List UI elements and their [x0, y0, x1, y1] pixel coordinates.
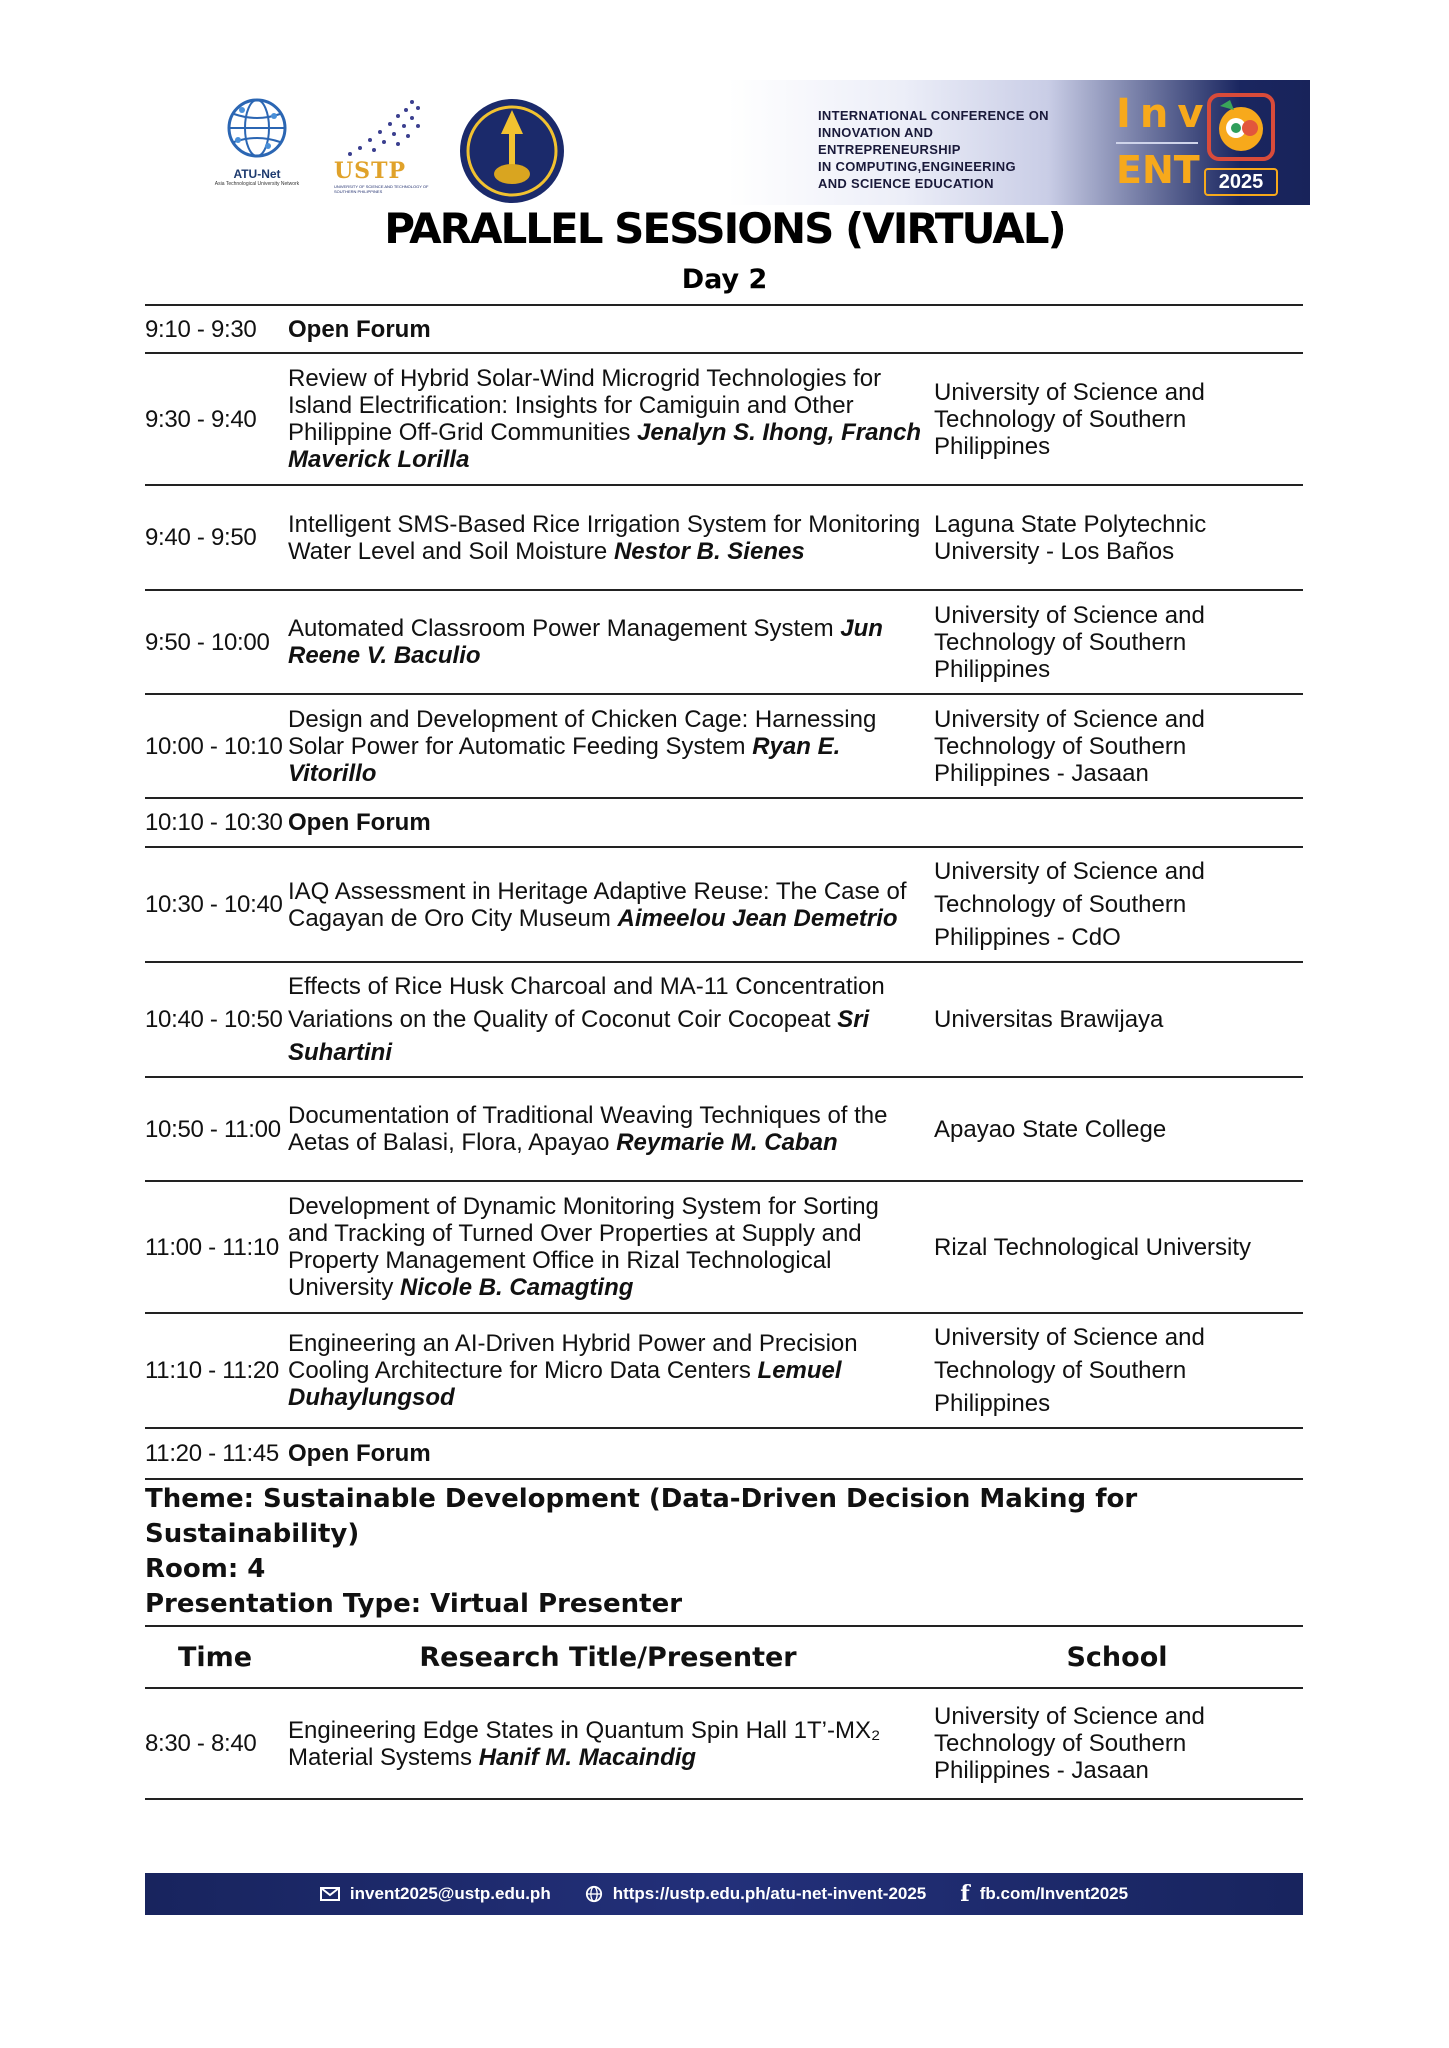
school-name: University of Science and Technology of Southern Philippines - Jasaan — [934, 1703, 1205, 1784]
page-title: PARALLEL SESSIONS (VIRTUAL) — [384, 204, 1065, 253]
atu-net-name: ATU-Net — [233, 167, 281, 181]
session-row — [145, 1182, 1303, 1314]
presenter-name: Nestor B. Sienes — [613, 537, 805, 565]
header-time: Time — [177, 1641, 253, 1673]
paper-title: Documentation of Traditional Weaving Techniques of the Aetas of Balasi, Flora, Apayao — [288, 1102, 888, 1156]
presenter-name: Nicole B. Camagting — [400, 1274, 634, 1301]
session-title — [285, 365, 931, 473]
paper-title: IAQ Assessment in Heritage Adaptive Reuse: The Case of Cagayan de Oro City Museum — [288, 877, 907, 932]
atu-net-logo — [212, 96, 302, 206]
partner-logos — [212, 96, 572, 206]
page-subtitle: Day 2 — [681, 264, 768, 295]
session-title — [285, 615, 931, 669]
session-row — [145, 1689, 1303, 1800]
paper-title: Review of Hybrid Solar-Wind Microgrid Technologies for Island Electrification: Insights for Camiguin and Other Philippine Off-Grid Communities — [288, 365, 882, 446]
banner-line: INNOVATION AND ENTREPRENEURSHIP — [818, 125, 961, 157]
presenter-name: Reymarie M. Caban — [616, 1129, 838, 1156]
session-time: 9:10 - 9:30 — [145, 315, 257, 343]
facebook-icon: f — [960, 1881, 970, 1907]
paper-title: Automated Classroom Power Management System — [288, 615, 834, 642]
banner-line: AND SCIENCE EDUCATION — [818, 176, 994, 191]
session-time: 10:10 - 10:30 — [145, 809, 283, 836]
paper-title: Engineering an AI-Driven Hybrid Power and Precision Cooling Architecture for Micro Data Centers — [288, 1330, 858, 1384]
session-schedule — [145, 304, 1303, 1480]
session-title — [285, 970, 931, 1069]
session-row — [145, 1078, 1303, 1182]
ustp-subtitle: UNIVERSITY OF SCIENCE AND TECHNOLOGY OF SOUTHERN PHILIPPINES — [334, 184, 429, 194]
session-row — [145, 848, 1303, 963]
school-name: Universitas Brawijaya — [934, 1006, 1164, 1033]
session-title — [285, 1717, 931, 1771]
contact-footer — [145, 1873, 1303, 1915]
presenter-name: Lemuel Duhaylungsod — [288, 1357, 842, 1411]
school-name: University of Science and Technology of Southern Philippines — [934, 601, 1205, 683]
presenter-name: Ryan E. Vitorillo — [288, 732, 841, 787]
session-title — [285, 511, 931, 565]
session-time: 9:30 - 9:40 — [145, 405, 257, 433]
footer-email[interactable] — [320, 1884, 551, 1904]
website-link[interactable]: https://ustp.edu.ph/atu-net-invent-2025 — [612, 1884, 927, 1903]
brand-inv: Inv — [1116, 91, 1213, 137]
session-time: 8:30 - 8:40 — [145, 1730, 257, 1757]
banner-line: INTERNATIONAL CONFERENCE ON — [818, 108, 1049, 123]
ustp-logo — [334, 96, 430, 206]
presenter-name: Jun Reene V. Baculio — [288, 615, 883, 669]
theme-heading: Theme: Sustainable Development (Data-Driven Decision Making for Sustainability) — [145, 1484, 1138, 1549]
brand-year: 2025 — [1204, 168, 1278, 196]
session-time: 9:40 - 9:50 — [145, 524, 257, 551]
session-row — [145, 486, 1303, 591]
invent-emblem-icon — [1206, 92, 1276, 162]
session-time: 9:50 - 10:00 — [145, 628, 270, 656]
header-school: School — [1066, 1641, 1168, 1673]
session-time: 10:50 - 11:00 — [145, 1115, 281, 1143]
school-name: University of Science and Technology of Southern Philippines — [934, 378, 1205, 460]
conference-banner — [728, 80, 1310, 205]
session-title — [285, 1330, 931, 1411]
paper-title: Intelligent SMS-Based Rice Irrigation System for Monitoring Water Level and Soil Moisture — [288, 510, 921, 565]
atu-globe-icon — [222, 96, 292, 160]
universitas-brawijaya-logo — [457, 96, 567, 206]
paper-title: Effects of Rice Husk Charcoal and MA-11 Concentration Variations on the Quality of Coconut Coir Cocopeat — [288, 973, 885, 1033]
globe-icon — [585, 1885, 603, 1903]
open-forum-row — [145, 1429, 1303, 1480]
session-time: 10:00 - 10:10 — [145, 732, 283, 760]
theme-block — [145, 1482, 1303, 1622]
session-row — [145, 354, 1303, 486]
session-time: 10:30 - 10:40 — [145, 891, 283, 918]
ustp-dots-icon — [334, 96, 430, 158]
open-forum-label: Open Forum — [288, 315, 431, 343]
room-4-schedule — [145, 1625, 1303, 1800]
header-research-title: Research Title/Presenter — [419, 1641, 797, 1673]
school-name: Apayao State College — [934, 1115, 1167, 1143]
conference-name — [818, 107, 1058, 192]
session-row — [145, 1314, 1303, 1429]
paper-title: Design and Development of Chicken Cage: Harnessing Solar Power for Automatic Feeding System — [288, 705, 877, 760]
session-time: 10:40 - 10:50 — [145, 1006, 283, 1033]
open-forum-label: Open Forum — [288, 1440, 431, 1467]
open-forum-row — [145, 306, 1303, 354]
session-title — [285, 878, 931, 932]
presenter-name: Jenalyn S. Ihong, Franch Maverick Lorilla — [288, 419, 922, 473]
footer-facebook[interactable] — [960, 1883, 1128, 1905]
footer-website[interactable] — [585, 1884, 927, 1904]
school-name: Rizal Technological University — [934, 1233, 1252, 1261]
session-time: 11:00 - 11:10 — [145, 1233, 279, 1261]
paper-title: Development of Dynamic Monitoring System for Sorting and Tracking of Turned Over Properties at Supply and Property Management Office in Rizal Technological University — [288, 1193, 879, 1301]
presenter-name: Sri Suhartini — [288, 1006, 870, 1066]
room-label: Room: 4 — [145, 1554, 266, 1584]
school-name: University of Science and Technology of Southern Philippines - Jasaan — [934, 705, 1205, 787]
atu-net-subtitle: Asia Technological University Network — [214, 181, 300, 187]
school-name: University of Science and Technology of Southern Philippines — [934, 1324, 1205, 1417]
school-name: University of Science and Technology of Southern Philippines - CdO — [934, 858, 1205, 951]
presenter-name: Aimeelou Jean Demetrio — [617, 904, 898, 932]
session-title — [285, 1193, 931, 1301]
presentation-type-label: Presentation Type: Virtual Presenter — [145, 1589, 683, 1619]
session-time: 11:10 - 11:20 — [145, 1357, 279, 1384]
presenter-name: Hanif M. Macaindig — [478, 1743, 697, 1771]
open-forum-row — [145, 799, 1303, 848]
school-name: Laguna State Polytechnic University - Los Baños — [934, 510, 1207, 565]
table-header — [145, 1627, 1303, 1689]
facebook-link[interactable]: fb.com/Invent2025 — [979, 1884, 1129, 1903]
session-row — [145, 591, 1303, 695]
banner-line: IN COMPUTING,ENGINEERING — [818, 159, 1016, 174]
session-row — [145, 963, 1303, 1078]
ustp-wordmark: USTP — [334, 158, 406, 184]
session-title — [285, 706, 931, 787]
brawijaya-seal-icon — [457, 96, 567, 206]
open-forum-label: Open Forum — [288, 809, 431, 836]
paper-title: Engineering Edge States in Quantum Spin Hall 1T’-MX₂ Material Systems — [288, 1716, 881, 1771]
email-link[interactable]: invent2025@ustp.edu.ph — [349, 1884, 551, 1903]
session-row — [145, 695, 1303, 799]
mail-icon — [320, 1886, 340, 1902]
session-title — [285, 1102, 931, 1156]
brand-ent: ENT — [1116, 148, 1200, 192]
session-time: 11:20 - 11:45 — [145, 1440, 279, 1467]
